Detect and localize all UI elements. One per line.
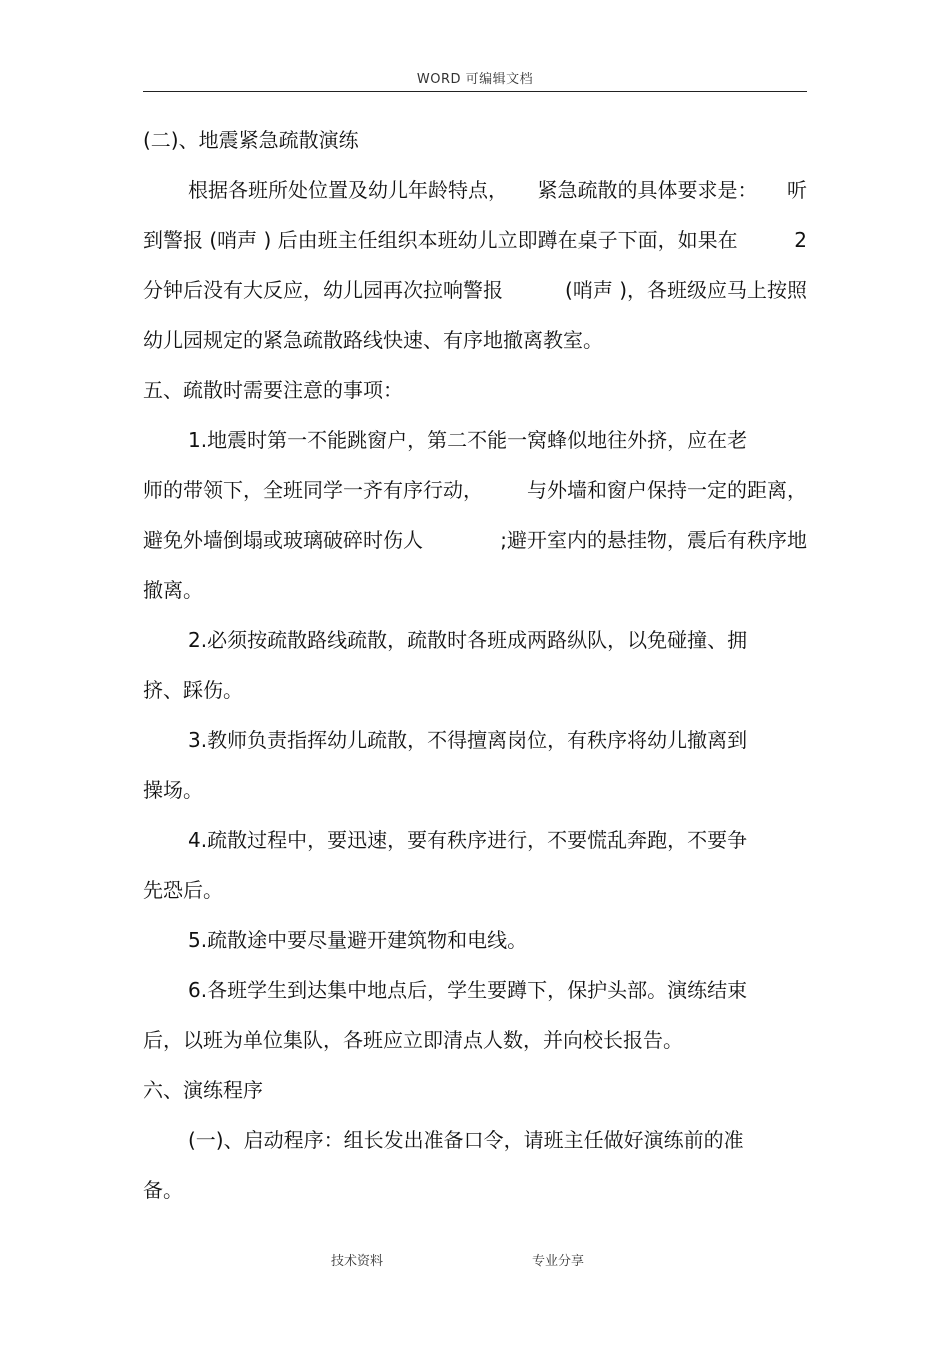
text-segment: ;避开室内的悬挂物，震后有秩序地 <box>500 528 807 552</box>
header-divider <box>143 91 807 92</box>
footer-right-label: 专业分享 <box>532 1254 585 1269</box>
paragraph-line <box>143 522 807 572</box>
paragraph-line <box>143 172 807 222</box>
text-segment: 到警报 (哨声 ) 后由班主任组织本班幼儿立即蹲在桌子下面，如果在 <box>143 228 738 252</box>
text-segment: (哨声 )，各班级应马上按照 <box>565 278 807 302</box>
paragraph-line: 幼儿园规定的紧急疏散路线快速、有序地撤离教室。 <box>143 328 603 352</box>
section-heading-notes: 五、疏散时需要注意的事项： <box>143 378 403 402</box>
text-segment: 分钟后没有大反应，幼儿园再次拉响警报 <box>143 278 503 302</box>
paragraph-line: 操场。 <box>143 778 203 802</box>
text-segment: 2 <box>794 228 807 252</box>
section-heading-drill: (二)、地震紧急疏散演练 <box>143 128 359 152</box>
paragraph-line: (一)、启动程序：组长发出准备口令，请班主任做好演练前的准 <box>188 1128 744 1152</box>
paragraph-line <box>143 472 807 522</box>
text-segment: 听 <box>787 178 807 202</box>
paragraph-line: 后，以班为单位集队，各班应立即清点人数，并向校长报告。 <box>143 1028 683 1052</box>
paragraph-line <box>143 222 807 272</box>
text-segment: 与外墙和窗户保持一定的距离， <box>527 478 807 502</box>
paragraph-line <box>143 272 807 322</box>
paragraph-line: 2.必须按疏散路线疏散，疏散时各班成两路纵队，以免碰撞、拥 <box>188 628 748 652</box>
paragraph-line: 挤、踩伤。 <box>143 678 243 702</box>
document-body <box>143 122 807 1222</box>
paragraph-line: 6.各班学生到达集中地点后，学生要蹲下，保护头部。演练结束 <box>188 978 748 1002</box>
paragraph-line: 5.疏散途中要尽量避开建筑物和电线。 <box>188 928 528 952</box>
paragraph-line: 1.地震时第一不能跳窗户，第二不能一窝蜂似地往外挤，应在老 <box>188 428 748 452</box>
section-heading-procedure: 六、演练程序 <box>143 1078 263 1102</box>
page-header: WORD 可编辑文档 <box>416 72 534 87</box>
paragraph-line: 4.疏散过程中，要迅速，要有秩序进行，不要慌乱奔跑，不要争 <box>188 828 748 852</box>
text-segment: 避免外墙倒塌或玻璃破碎时伤人 <box>143 528 423 552</box>
text-segment: 紧急疏散的具体要求是： <box>537 178 758 202</box>
text-segment: 根据各班所处位置及幼儿年龄特点， <box>188 178 508 202</box>
paragraph-line: 备。 <box>143 1178 183 1202</box>
text-segment: 师的带领下，全班同学一齐有序行动， <box>143 478 483 502</box>
paragraph-line: 撤离。 <box>143 578 203 602</box>
paragraph-line: 3.教师负责指挥幼儿疏散，不得擅离岗位，有秩序将幼儿撤离到 <box>188 728 748 752</box>
paragraph-line: 先恐后。 <box>143 878 223 902</box>
footer-left-label: 技术资料 <box>331 1254 384 1269</box>
